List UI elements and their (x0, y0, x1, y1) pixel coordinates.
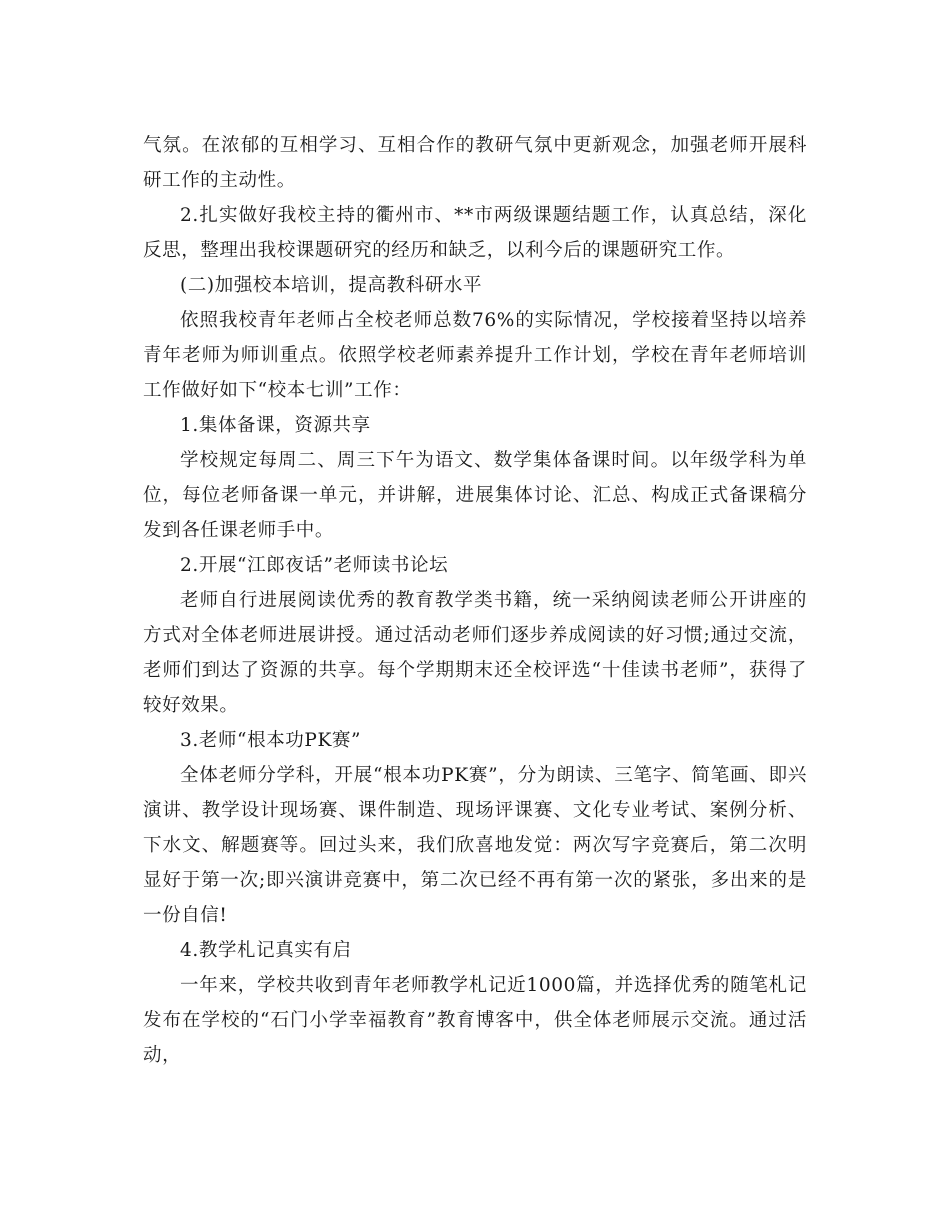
item-heading: 3.老师“根本功PK赛” (180, 730, 362, 751)
document-body (143, 128, 807, 1073)
item-heading: 1.集体备课，资源共享 (180, 415, 371, 436)
paragraph: 学校规定每周二、周三下午为语文、数学集体备课时间。以年级学科为单位，每位老师备课一单元，并讲解，进展集体讨论、汇总、构成正式备课稿分发到各任课老师手中。 (143, 450, 807, 541)
paragraph: 全体老师分学科，开展“根本功PK赛”，分为朗读、三笔字、简笔画、即兴演讲、教学设计现场赛、课件制造、现场评课赛、文化专业考试、案例分析、下水文、解题赛等。回过头来，我们欣喜地发觉：两次写字竞赛后，第二次明显好于第一次;即兴演讲竞赛中，第二次已经不再有第一次的紧张，多出来的是一份自信! (143, 765, 807, 926)
section-heading: (二)加强校本培训，提高教科研水平 (180, 275, 483, 296)
paragraph: 依照我校青年老师占全校老师总数76%的实际情况，学校接着坚持以培养青年老师为师训重点。依照学校老师素养提升工作计划，学校在青年老师培训工作做好如下“校本七训”工作： (143, 310, 807, 401)
item-heading: 4.教学札记真实有启 (180, 940, 352, 961)
paragraph: 老师自行进展阅读优秀的教育教学类书籍，统一采纳阅读老师公开讲座的方式对全体老师进展讲授。通过活动老师们逐步养成阅读的好习惯;通过交流，老师们到达了资源的共享。每个学期期末还全校评选“十佳读书老师”，获得了较好效果。 (143, 590, 807, 716)
paragraph: 气氛。在浓郁的互相学习、互相合作的教研气氛中更新观念，加强老师开展科研工作的主动性。 (143, 135, 807, 191)
paragraph: 一年来，学校共收到青年老师教学札记近1000篇，并选择优秀的随笔札记发布在学校的“石门小学幸福教育”教育博客中，供全体老师展示交流。通过活动， (143, 975, 807, 1066)
item-heading: 2.开展“江郎夜话”老师读书论坛 (180, 555, 449, 576)
paragraph: 2.扎实做好我校主持的衢州市、**市两级课题结题工作，认真总结，深化反思，整理出我校课题研究的经历和缺乏，以利今后的课题研究工作。 (143, 205, 807, 261)
